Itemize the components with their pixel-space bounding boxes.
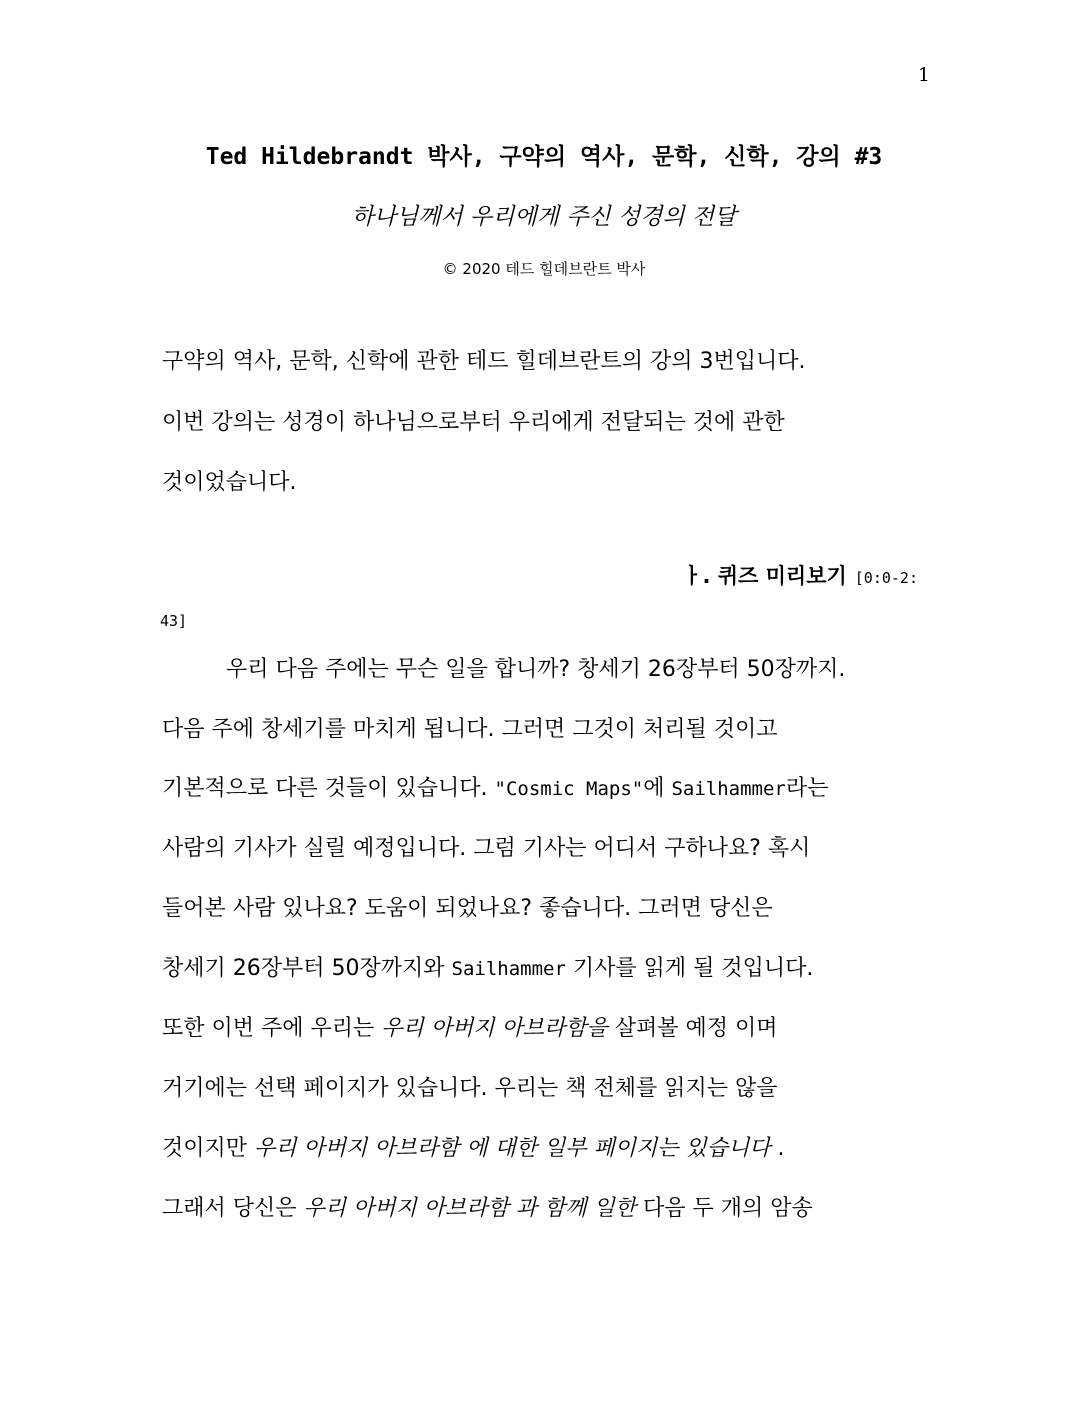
book-title: 우리 아버지 아브라함 과 함께 일한 [303, 1196, 636, 1221]
intro-line: 이번 강의는 성경이 하나님으로부터 우리에게 전달되는 것에 관한 [162, 410, 785, 435]
section-heading-label: ㅏ. 퀴즈 미리보기 [682, 564, 847, 588]
body-text: 창세기 26장부터 50장까지와 [162, 956, 452, 981]
body-text: 그래서 당신은 [162, 1196, 304, 1221]
section-timestamp-start: [0:0-2: [854, 569, 918, 587]
body-line [162, 1131, 785, 1162]
page-subtitle: 하나님께서 우리에게 주신 성경의 전달 [351, 204, 737, 230]
intro-line: 것이었습니다. [162, 470, 297, 495]
section-heading [682, 560, 918, 590]
body-text-mono: Sailhammer [451, 958, 566, 980]
body-text: 라는 [785, 776, 829, 801]
body-line [162, 1011, 778, 1042]
copyright-notice: © 2020 테드 힐데브란트 박사 [442, 260, 646, 278]
body-text: 또한 이번 주에 우리는 [162, 1016, 382, 1041]
page-title: Ted Hildebrandt 박사, 구약의 역사, 문학, 신학, 강의 #3 [205, 144, 883, 170]
body-text: 기본적으로 다른 것들이 있습니다. [162, 776, 495, 801]
body-text: . [770, 1136, 785, 1161]
book-title: 우리 아버지 아브라함 에 대한 일부 페이지는 있습니다 [254, 1136, 771, 1161]
intro-line: 구약의 역사, 문학, 신학에 관한 테드 힐데브란트의 강의 3번입니다. [162, 349, 806, 374]
body-text: 살펴볼 예정 이며 [607, 1016, 778, 1041]
body-line [162, 771, 828, 802]
section-timestamp-end: 43] [160, 612, 188, 630]
body-text-mono: Sailhammer [671, 778, 786, 800]
body-line: 다음 주에 창세기를 마치게 됩니다. 그러면 그것이 처리될 것이고 [162, 717, 778, 742]
book-title: 우리 아버지 아브라함을 [381, 1016, 608, 1041]
body-line: 거기에는 선택 페이지가 있습니다. 우리는 책 전체를 읽지는 않을 [162, 1076, 778, 1101]
body-text: 에 [643, 776, 672, 801]
body-text: 다음 두 개의 암송 [636, 1196, 813, 1221]
body-line: 우리 다음 주에는 무슨 일을 합니까? 창세기 26장부터 50장까지. [226, 657, 846, 682]
body-line [162, 1191, 813, 1222]
body-line [162, 951, 813, 982]
body-line: 사람의 기사가 실릴 예정입니다. 그럼 기사는 어디서 구하나요? 혹시 [162, 836, 811, 861]
body-text: 기사를 읽게 될 것입니다. [565, 956, 814, 981]
page-number: 1 [917, 64, 930, 86]
body-text-mono: "Cosmic Maps" [494, 778, 644, 800]
body-line: 들어본 사람 있나요? 도움이 되었나요? 좋습니다. 그러면 당신은 [162, 896, 773, 921]
body-text: 것이지만 [162, 1136, 255, 1161]
